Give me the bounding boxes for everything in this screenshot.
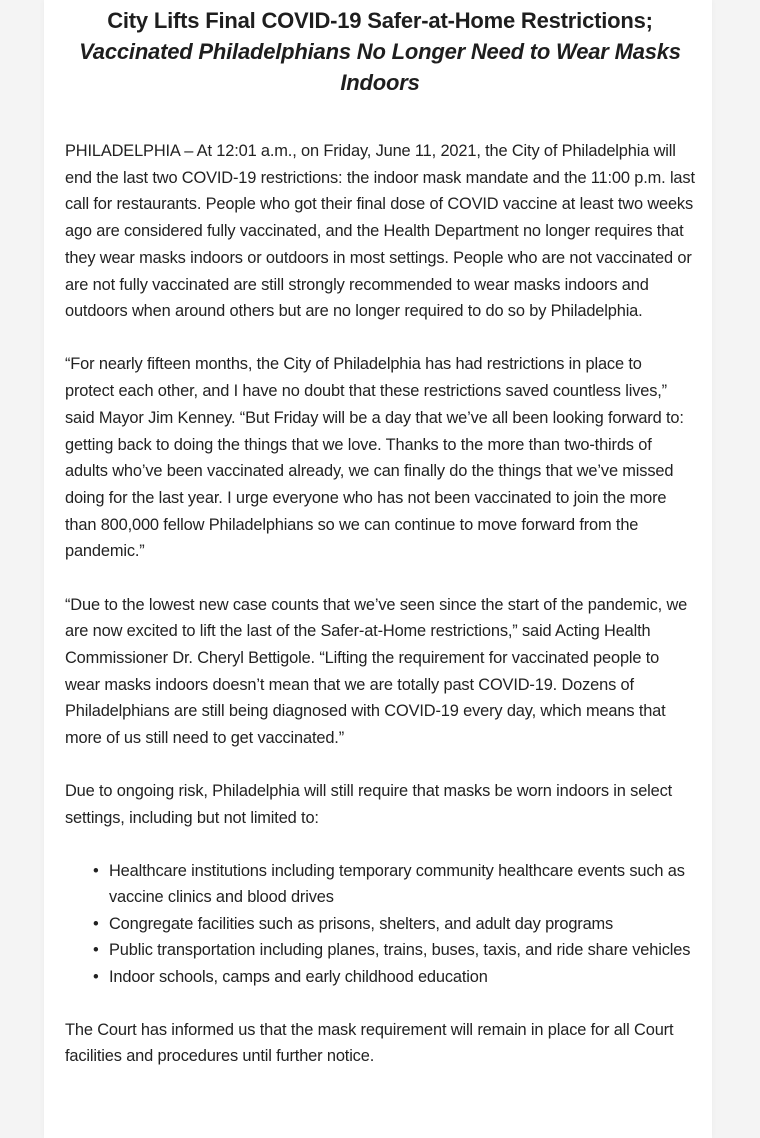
title-line-subtitle: Vaccinated Philadelphians No Longer Need to Wear Masks Indoors bbox=[79, 39, 681, 95]
bullet-icon: • bbox=[93, 861, 99, 880]
title-line-main: City Lifts Final COVID-19 Safer-at-Home Restrictions; bbox=[107, 8, 653, 33]
article-card bbox=[44, 0, 712, 1138]
list-item-text: Public transportation including planes, trains, buses, taxis, and ride share vehicles bbox=[109, 941, 691, 960]
paragraph-intro: PHILADELPHIA – At 12:01 a.m., on Friday, June 11, 2021, the City of Philadelphia will end the last two COVID-19 restrictions: the indoor mask mandate and the 11:00 p.m. last call for restaurants. People who got their final dose of COVID vaccine at least two weeks ago are considered fully vaccinated, and the Health Department no longer requires that they wear masks indoors or outdoors in most settings. People who are not vaccinated or are not fully vaccinated are still strongly recommended to wear masks indoors and outdoors when around others but are no longer required to do so by Philadelphia. bbox=[65, 142, 695, 321]
list-item bbox=[93, 911, 695, 938]
bullet-icon: • bbox=[93, 941, 99, 960]
article-content bbox=[65, 0, 695, 1070]
list-item-text: Congregate facilities such as prisons, shelters, and adult day programs bbox=[109, 914, 614, 933]
paragraph-ongoing-risk: Due to ongoing risk, Philadelphia will still require that masks be worn indoors in select settings, including but not limited to: bbox=[65, 782, 673, 827]
list-item-text: Indoor schools, camps and early childhood education bbox=[109, 967, 488, 986]
paragraph-commissioner-quote: “Due to the lowest new case counts that we’ve seen since the start of the pandemic, we are now excited to lift the last of the Safer-at-Home restrictions,” said Acting Health Commissioner Dr. Cheryl Bettigole. “Lifting the requirement for vaccinated people to wear masks indoors doesn’t mean that we are totally past COVID-19. Dozens of Philadelphians are still being diagnosed with COVID-19 every day, which means that more of us still need to get vaccinated.” bbox=[65, 595, 688, 748]
list-item bbox=[93, 964, 695, 991]
bullet-icon: • bbox=[93, 914, 99, 933]
paragraph-mayor-quote: “For nearly fifteen months, the City of Philadelphia has had restrictions in place to protect each other, and I have no doubt that these restrictions saved countless lives,” said Mayor Jim Kenney. “But Friday will be a day that we’ve all been looking forward to: getting back to doing the things that we love. Thanks to the more than two-thirds of adults who’ve been vaccinated already, we can finally do the things that we’ve missed doing for the last year. I urge everyone who has not been vaccinated to join the more than 800,000 fellow Philadelphians so we can continue to move forward from the pandemic.” bbox=[65, 355, 684, 561]
bullet-icon: • bbox=[93, 967, 99, 986]
list-item bbox=[93, 858, 695, 911]
article-title bbox=[65, 5, 695, 98]
mask-settings-list bbox=[65, 858, 695, 991]
list-item-text: Healthcare institutions including temporary community healthcare events such as vaccine clinics and blood drives bbox=[109, 861, 685, 907]
paragraph-court-notice: The Court has informed us that the mask requirement will remain in place for all Court facilities and procedures until further notice. bbox=[65, 1020, 674, 1066]
list-item bbox=[93, 937, 695, 964]
